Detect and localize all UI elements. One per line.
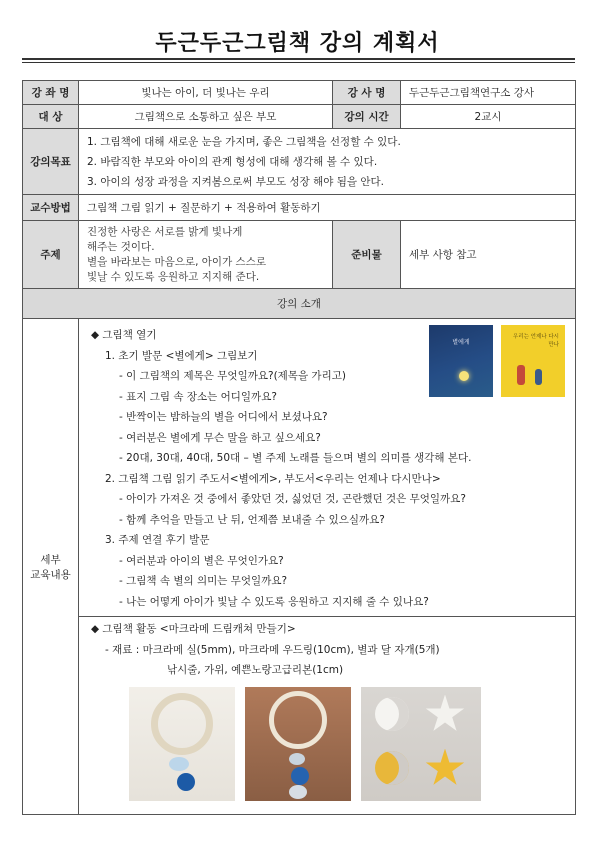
book-covers [429,325,565,397]
goals-label: 강의목표 [23,129,79,195]
detail-question: - 표지 그림 속 장소는 어디일까요? [119,390,277,403]
goal-item: 3. 아이의 성장 과정을 지켜봄으로써 부모도 성장 해야 됨을 안다. [87,175,384,188]
shell-disc [177,773,195,791]
book-cover-title: 우리는 언제나 다시 만나 [512,334,559,348]
method-value: 그림책 그림 읽기 + 질문하기 + 적용하여 활동하기 [79,195,576,221]
prep-value: 세부 사항 참고 [401,221,576,289]
detail-question: - 여러분은 별에게 무슨 말을 하고 싶으세요? [119,431,321,444]
detail-question: - 반짝이는 밤하늘의 별을 어디에서 보셨나요? [119,411,328,423]
section-title: 강의 소개 [23,289,576,319]
moon-icon [375,697,409,731]
title-rule-thin [22,62,575,63]
star-icon [459,371,469,381]
ring-shape [269,691,327,749]
detail-question: - 함께 추억을 만들고 난 뒤, 언제쯤 보내줄 수 있으실까요? [119,513,385,526]
course-label: 강 좌 명 [23,81,79,105]
theme-label: 주제 [23,221,79,289]
row-detail [23,319,576,815]
detail-question: - 나는 어떻게 아이가 빛날 수 있도록 응원하고 지지해 줄 수 있나요? [119,595,429,608]
star-icon [425,695,465,735]
page-title: 두근두근그림책 강의 계획서 [155,31,440,56]
detail-question: - 20대, 30대, 40대, 50대 – 별 주제 노래를 들으며 별의 의미를 생각해 본다. [119,452,472,464]
goals-list [79,129,576,195]
book-cover-title: 별에게 [452,339,470,346]
shell-disc [289,753,305,765]
detail-step: 1. 초기 발문 <별에게> 그림보기 [105,349,258,362]
open-heading: ◆ 그림책 열기 [91,329,157,341]
materials-line: - 재료 : 마크라메 실(5mm), 마크라메 우드링(10cm), 별과 달 자개(5개) [105,643,440,656]
row-target [23,105,576,129]
detail-label-line: 교육내용 [30,568,71,581]
row-method [23,195,576,221]
time-value: 2교시 [401,105,576,129]
row-goals [23,129,576,195]
shell-disc [291,767,309,785]
detail-question: - 그림책 속 별의 의미는 무엇일까요? [119,575,288,587]
star-icon [425,749,465,789]
moon-star-photo [361,687,481,801]
prep-label: 준비물 [333,221,401,289]
activity-heading: ◆ 그림책 활동 <마크라메 드림캐쳐 만들기> [91,623,296,635]
theme-line: 진정한 사랑은 서로를 밝게 빛나게 [87,225,243,238]
detail-question: - 이 그림책의 제목은 무엇일까요?(제목을 가리고) [119,370,346,382]
figure-icon [517,365,525,385]
materials-line: 낚시줄, 가위, 예쁜노랑고급리본(1cm) [167,664,344,676]
book-cover-image [429,325,493,397]
shell-disc [289,785,307,799]
detail-step: 3. 주제 연결 후기 발문 [105,534,210,546]
lecture-plan-table [22,80,576,815]
row-section [23,289,576,319]
ring-shape [151,693,213,755]
figure-icon [535,369,542,385]
goal-item: 2. 바람직한 부모와 아이의 관계 형성에 대해 생각해 볼 수 있다. [87,155,378,168]
time-label: 강의 시간 [333,105,401,129]
theme-text [79,221,333,289]
moon-icon [375,751,409,785]
theme-line: 별을 바라보는 마음으로, 아이가 스스로 [87,255,266,268]
detail-label-line: 세부 [40,553,61,566]
detail-content [79,319,576,815]
detail-question: - 여러분과 아이의 별은 무엇인가요? [119,554,284,567]
title-rule [22,58,575,60]
detail-step: 2. 그림책 그림 읽기 주도서<별에게>, 부도서<우리는 언제나 다시만나> [105,472,441,485]
book-cover-image [501,325,565,397]
detail-label [23,319,79,815]
course-value: 빛나는 아이, 더 빛나는 우리 [79,81,333,105]
instructor-value: 두근두근그림책연구소 강사 [401,81,576,105]
target-value: 그림책으로 소통하고 싶은 부모 [79,105,333,129]
goal-item: 1. 그림책에 대해 새로운 눈을 가지며, 좋은 그림책을 선정할 수 있다. [87,135,401,148]
theme-line: 해주는 것이다. [87,240,155,253]
activity-photos [89,687,567,801]
activity-divider [79,616,575,617]
row-theme [23,221,576,289]
theme-line: 빛날 수 있도록 응원하고 지지해 준다. [87,270,260,283]
detail-question: - 아이가 가져온 것 중에서 좋았던 것, 싫었던 것, 곤란했던 것은 무엇일까요? [119,493,466,505]
target-label: 대 상 [23,105,79,129]
dreamcatcher-photo [245,687,351,801]
method-label: 교수방법 [23,195,79,221]
shell-disc [169,757,189,771]
instructor-label: 강 사 명 [333,81,401,105]
dreamcatcher-photo [129,687,235,801]
row-course [23,81,576,105]
